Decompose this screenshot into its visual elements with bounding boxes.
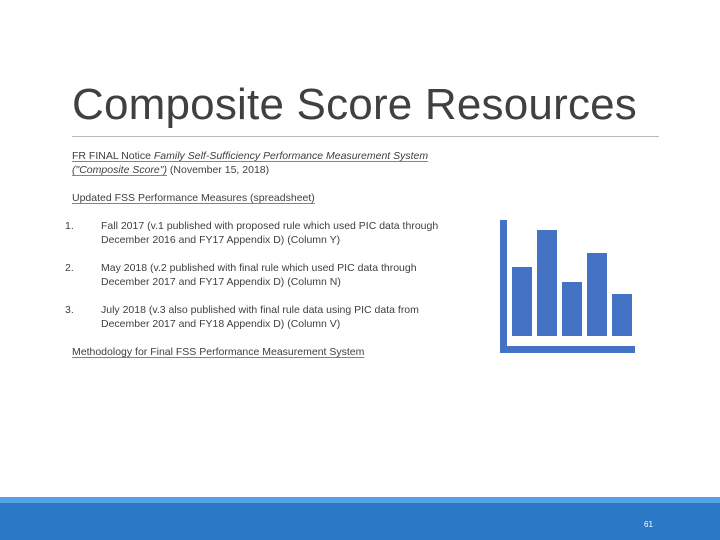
resource-paragraph-2 [72,191,315,205]
resource-paragraph-3 [72,345,364,359]
icon-axis-horizontal [500,346,635,353]
icon-axis-vertical [500,220,507,353]
fr-final-notice-link-title: Family Self-Sufficiency Performance Measurement System ("Composite Score") [72,150,429,176]
list-item-text: July 2018 (v.3 also published with final rule data using PIC data from December 2017 and FY18 Appendix D) (Column V) [101,304,419,330]
list-item-text: May 2018 (v.2 published with final rule which used PIC data through December 2017 and FY17 Appendix D) (Column N) [101,262,417,288]
fr-final-notice-link-prefix: FR FINAL Notice [72,150,154,162]
icon-bar [612,294,632,336]
updated-fss-measures-link[interactable]: Updated FSS Performance Measures (spreadsheet) [72,192,315,204]
list-item-number: 2. [65,262,74,274]
icon-bar [512,267,532,336]
fr-final-notice-date: (November 15, 2018) [166,164,270,176]
title-divider [72,136,659,137]
list-item-number: 1. [65,220,74,232]
footer-highlight [0,497,720,503]
slide-title: Composite Score Resources [72,80,638,129]
bar-chart-icon [500,220,635,355]
icon-bar [587,253,607,336]
page-number: 61 [644,520,653,529]
resource-paragraph-1 [72,149,452,177]
icon-bar [562,282,582,336]
footer-bar [0,497,720,540]
methodology-link[interactable]: Methodology for Final FSS Performance Measurement System [72,346,365,358]
list-item-number: 3. [65,304,74,316]
list-item-text: Fall 2017 (v.1 published with proposed rule which used PIC data through December 2016 and FY17 Appendix D) (Column Y) [101,220,439,246]
icon-bar [537,230,557,336]
